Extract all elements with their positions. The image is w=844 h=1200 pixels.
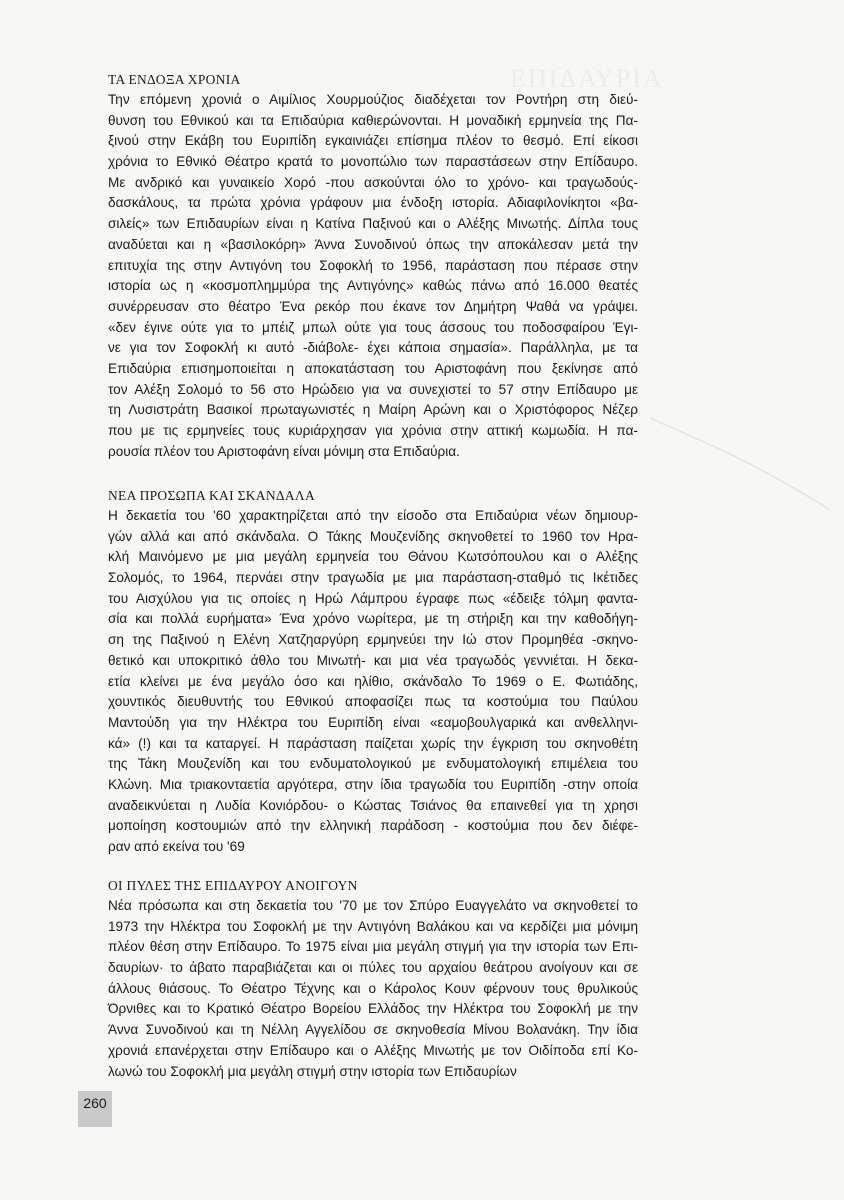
text-line: ραν από εκείνα του '69 bbox=[108, 839, 245, 854]
section-heading: ΝΕΑ ΠΡΟΣΩΠΑ ΚΑΙ ΣΚΑΝΔΑΛΑ bbox=[108, 488, 316, 503]
section-new-faces-scandals bbox=[108, 486, 638, 858]
background-show-through: ΕΠΙΔΑΥΡΙΑ bbox=[510, 64, 664, 93]
text-line: χρονιά επανέρχεται στην Επίδαυρο και ο Αλέξης Μινωτής με τον Οιδίποδα επί Κο- bbox=[108, 1042, 638, 1058]
text-line: μοποίηση κοστουμιών από την ελληνική παράδοση - κοστούμια που δεν διέφε- bbox=[108, 818, 638, 834]
text-line: Όρνιθες και το Κρατικό Θέατρο Βορείου Ελλάδος την Ηλέκτρα του Σοφοκλή με την bbox=[108, 1001, 638, 1017]
text-line: Σολομός, το 1964, περνάει στην τραγωδία με μια παράσταση-σταθμό τις Ικέτιδες bbox=[108, 570, 638, 586]
text-line: πλέον θέση στην Επίδαυρο. Το 1975 είναι μια μεγάλη στιγμή για την ιστορία των Επι- bbox=[108, 939, 638, 955]
text-line: δασκάλους, τα πρώτα χρόνια γράφουν μια ένδοξη ιστορία. Αδιαφιλονίκητοι «βα- bbox=[108, 195, 638, 211]
text-line: άλλους θιάσους. Το Θέατρο Τέχνης και ο Κάρολος Κουν φέρνουν τους θρυλικούς bbox=[108, 980, 638, 996]
text-line: νε για τον Σοφοκλή κι αυτό -διάβολε- έχει κάποια σημασία». Παράλληλα, με τα bbox=[108, 340, 638, 356]
text-line: Μαντούδη για την Ηλέκτρα του Ευριπίδη είναι «εαμοβουλγαρικά και ανθελληνι- bbox=[108, 714, 638, 730]
text-line: σιλείς» των Επιδαυρίων είναι η Κατίνα Παξινού και ο Αλέξης Μινωτής. Δίπλα τους bbox=[108, 216, 638, 232]
section-heading: ΤΑ ΕΝΔΟΞΑ ΧΡΟΝΙΑ bbox=[108, 72, 241, 87]
text-line: Κλώνη. Μια τριακονταετία αργότερα, στην ίδια τραγωδία του Ευριπίδη -στην οποία bbox=[108, 776, 638, 792]
text-line: ση της Παξινού η Ελένη Χατζηαργύρη ερμηνεύει την Ιώ στον Προμηθέα -σκηνο- bbox=[108, 632, 638, 648]
text-line: τον Αλέξη Σολομό το 56 στο Ηρώδειο για να συνεχιστεί το 57 στην Επίδαυρο με bbox=[108, 381, 638, 397]
text-line: κά» (!) και τα καταργεί. Η παράσταση παίζεται χωρίς την έγκριση του σκηνοθέτη bbox=[108, 735, 638, 751]
text-line: Την επόμενη χρονιά ο Αιμίλιος Χουρμούζιος διαδέχεται τον Ροντήρη στη διεύ- bbox=[108, 92, 638, 107]
text-line: κλή Μαινόμενο με μια μεγάλη ερμηνεία του Θάνου Κωτσόπουλου και ο Αλέξης bbox=[108, 549, 638, 565]
text-line: θυνση του Εθνικού και τα Επιδαύρια καθιερώνονται. Η μοναδική ερμηνεία της Πα- bbox=[108, 112, 638, 128]
text-line: ξινού στην Εκάβη του Ευριπίδη εγκαινιάζει επίσημα πλέον το θεσμό. Επί είκοσι bbox=[108, 133, 638, 149]
text-line: συνέρρευσαν στο θέατρο Ένα ρεκόρ που έκανε τον Δημήτρη Ψαθά να γράψει. bbox=[108, 298, 638, 314]
text-line: θετικό και υποκριτικό άθλο του Μινωτή- και μια νέα τραγωδός γεννιέται. Η δεκα- bbox=[108, 652, 638, 668]
section-glorious-years bbox=[108, 70, 638, 462]
text-line: Επιδαύρια επισημοποιείται η αποκατάσταση του Αριστοφάνη που ξεκίνησε από bbox=[108, 360, 638, 376]
text-line: αναδεικνύεται η Λυδία Κονιόρδου- ο Κώστας Τσιάνος θα επαινεθεί για τη χρησι bbox=[108, 797, 638, 813]
text-line: Νέα πρόσωπα και στη δεκαετία του '70 με τον Σπύρο Ευαγγελάτο να σκηνοθετεί το bbox=[108, 898, 638, 913]
section-body bbox=[108, 896, 638, 1082]
text-line: γών αλλά και από σκάνδαλα. Ο Τάκης Μουζενίδης σκηνοθετεί το 1960 τον Ηρα- bbox=[108, 528, 638, 544]
section-body bbox=[108, 506, 638, 858]
text-line: Άννα Συνοδινού και τη Νέλλη Αγγελίδου σε σκηνοθεσία Μίνου Βολανάκη. Την ίδια bbox=[108, 1022, 638, 1038]
text-line: αναδύεται και η «βασιλοκόρη» Άννα Συνοδινού όπως την αποκάλεσαν μετά την bbox=[108, 236, 638, 252]
text-line: λωνώ του Σοφοκλή μια μεγάλη στιγμή στην ιστορία των Επιδαυρίων bbox=[108, 1063, 517, 1079]
text-line: Η δεκαετία του '60 χαρακτηρίζεται από την είσοδο στα Επιδαύρια νέων δημιουρ- bbox=[108, 508, 638, 523]
text-line: Με ανδρικό και γυναικείο Χορό -που ασκούνται όλο το χρόνο- και τραγωδούς- bbox=[108, 174, 638, 190]
text-line: χουντικός διευθυντής του Εθνικού αποφασίζει πως τα κοστούμια του Παύλου bbox=[108, 694, 638, 710]
text-line: της Τάκη Μουζενίδη και του ενδυματολογικού με ενδυματολογική επιμέλεια του bbox=[108, 756, 638, 772]
text-line: του Αισχύλου για τις οποίες η Ηρώ Λάμπρου έγραφε πως «έδειξε τόλμη φαντα- bbox=[108, 590, 638, 606]
text-line: ιστορία ως η «κοσμοπλημμύρα της Αντιγόνης» καθώς πάνω από 16.000 θεατές bbox=[108, 278, 638, 294]
page-number-badge bbox=[78, 1091, 112, 1127]
section-heading: ΟΙ ΠΥΛΕΣ ΤΗΣ ΕΠΙΔΑΥΡΟΥ ΑΝΟΙΓΟΥΝ bbox=[108, 878, 358, 893]
page-number: 260 bbox=[83, 1095, 107, 1111]
text-line: δαυρίων· το άβατο παραβιάζεται και οι πύλες του αρχαίου θεάτρου ανοίγουν και σε bbox=[108, 960, 638, 976]
text-line: χρόνια το Εθνικό Θέατρο κρατά το μονοπώλιο των παραστάσεων στην Επίδαυρο. bbox=[108, 154, 638, 170]
section-gates-open bbox=[108, 876, 638, 1082]
text-line: ετία κλείνει με ένα μεγάλο όσο και ηλίθιο, σκάνδαλο Το 1969 ο Ε. Φωτιάδης, bbox=[108, 673, 638, 689]
text-line: που με τις ερμηνείες τους κυριάρχησαν για χρόνια στην αττική κωμωδία. Η πα- bbox=[108, 423, 638, 438]
text-line: ρουσία πλέον του Αριστοφάνη είναι μόνιμη στα Επιδαύρια. bbox=[108, 443, 460, 459]
text-line: «δεν έγινε ούτε για το μπέιζ μπωλ ούτε για τους άσσους του ποδοσφαίρου Έγι- bbox=[108, 319, 638, 335]
paper-fold-mark bbox=[640, 410, 840, 520]
text-line: επιτυχία της στην Αντιγόνη του Σοφοκλή το 1956, παράσταση που πέρασε στην bbox=[108, 257, 638, 273]
text-line: σία και πολλά ευρήματα» Ένα χρόνο νωρίτερα, με τη στήριξη και την καθοδήγη- bbox=[108, 611, 638, 627]
text-line: 1973 την Ηλέκτρα του Σοφοκλή με την Αντιγόνη Βαλάκου και να κερδίζει μια μόνιμη bbox=[108, 918, 638, 934]
text-line: τη Λυσιστράτη Βασικοί πρωταγωνιστές η Μαίρη Αρώνη και ο Χριστόφορος Νέζερ bbox=[108, 402, 638, 418]
section-body bbox=[108, 90, 638, 462]
